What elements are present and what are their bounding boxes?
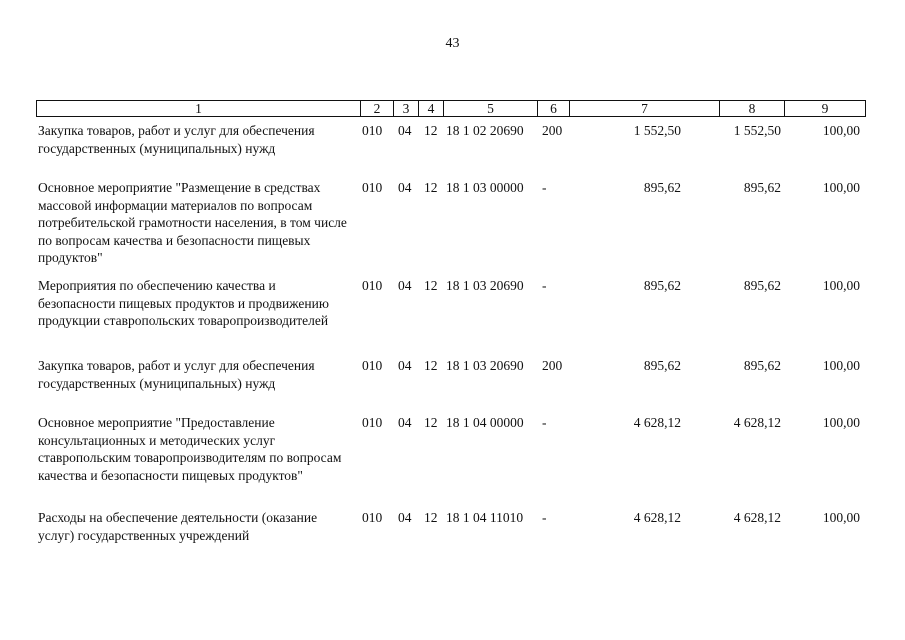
row-col-7: 895,62 — [643, 358, 681, 373]
header-col-7: 7 — [569, 101, 719, 116]
row-col-2: 010 — [362, 510, 383, 525]
header-col-4: 4 — [418, 101, 443, 116]
header-col-5: 5 — [443, 101, 537, 116]
row-col-3: 04 — [398, 278, 412, 293]
row-col-7: 895,62 — [643, 180, 681, 195]
row-col-3: 04 — [398, 180, 412, 195]
row-col-6: 200 — [542, 123, 563, 138]
table-header — [36, 100, 866, 117]
row-name: Основное мероприятие "Предоставление консультационных и методических услуг ставропольским товаропроизводителям по вопросам качества и безопасности пищевых продуктов" — [38, 415, 342, 483]
row-col-4: 12 — [424, 123, 438, 138]
row-col-6: - — [542, 180, 547, 195]
row-col-5: 18 1 03 00000 — [446, 180, 524, 195]
header-col-8: 8 — [719, 101, 784, 116]
row-col-9: 100,00 — [822, 415, 860, 430]
row-col-8: 895,62 — [743, 278, 781, 293]
row-col-8: 4 628,12 — [733, 510, 781, 525]
page-number: 43 — [445, 36, 460, 51]
row-col-7: 4 628,12 — [633, 510, 681, 525]
row-col-5: 18 1 04 00000 — [446, 415, 524, 430]
row-col-2: 010 — [362, 278, 383, 293]
row-name: Основное мероприятие "Размещение в средствах массовой информации материалов по вопросам потребительской грамотности населения, в том числе по вопросам качества и безопасности пищевых продуктов" — [38, 180, 347, 265]
row-col-7: 4 628,12 — [633, 415, 681, 430]
row-name: Расходы на обеспечение деятельности (оказание услуг) государственных учреждений — [38, 510, 318, 543]
row-col-4: 12 — [424, 415, 438, 430]
row-col-8: 4 628,12 — [733, 415, 781, 430]
row-col-9: 100,00 — [822, 180, 860, 195]
row-col-8: 1 552,50 — [733, 123, 781, 138]
row-col-4: 12 — [424, 358, 438, 373]
row-col-2: 010 — [362, 415, 383, 430]
row-col-9: 100,00 — [822, 278, 860, 293]
row-col-6: - — [542, 510, 547, 525]
row-col-3: 04 — [398, 358, 412, 373]
row-col-8: 895,62 — [743, 180, 781, 195]
row-col-7: 1 552,50 — [633, 123, 681, 138]
row-col-8: 895,62 — [743, 358, 781, 373]
row-col-5: 18 1 02 20690 — [446, 123, 524, 138]
header-col-6: 6 — [537, 101, 569, 116]
row-col-5: 18 1 04 11010 — [446, 510, 524, 525]
row-col-3: 04 — [398, 415, 412, 430]
row-col-5: 18 1 03 20690 — [446, 358, 524, 373]
row-col-3: 04 — [398, 123, 412, 138]
row-col-2: 010 — [362, 358, 383, 373]
header-col-1: 1 — [195, 101, 202, 116]
row-col-4: 12 — [424, 278, 438, 293]
row-col-6: - — [542, 415, 547, 430]
row-col-4: 12 — [424, 180, 438, 195]
row-col-6: 200 — [542, 358, 563, 373]
header-col-3: 3 — [393, 101, 418, 116]
row-col-2: 010 — [362, 123, 383, 138]
row-col-9: 100,00 — [822, 123, 860, 138]
header-col-2: 2 — [360, 101, 393, 116]
row-col-9: 100,00 — [822, 358, 860, 373]
header-col-9: 9 — [784, 101, 865, 116]
row-col-9: 100,00 — [822, 510, 860, 525]
row-name: Закупка товаров, работ и услуг для обеспечения государственных (муниципальных) нужд — [38, 123, 315, 156]
row-col-7: 895,62 — [643, 278, 681, 293]
row-col-2: 010 — [362, 180, 383, 195]
row-col-5: 18 1 03 20690 — [446, 278, 524, 293]
row-col-3: 04 — [398, 510, 412, 525]
row-col-4: 12 — [424, 510, 438, 525]
row-name: Мероприятия по обеспечению качества и безопасности пищевых продуктов и продвижению продукции ставропольских товаропроизводителей — [38, 278, 329, 328]
row-col-6: - — [542, 278, 547, 293]
row-name: Закупка товаров, работ и услуг для обеспечения государственных (муниципальных) нужд — [38, 358, 315, 391]
